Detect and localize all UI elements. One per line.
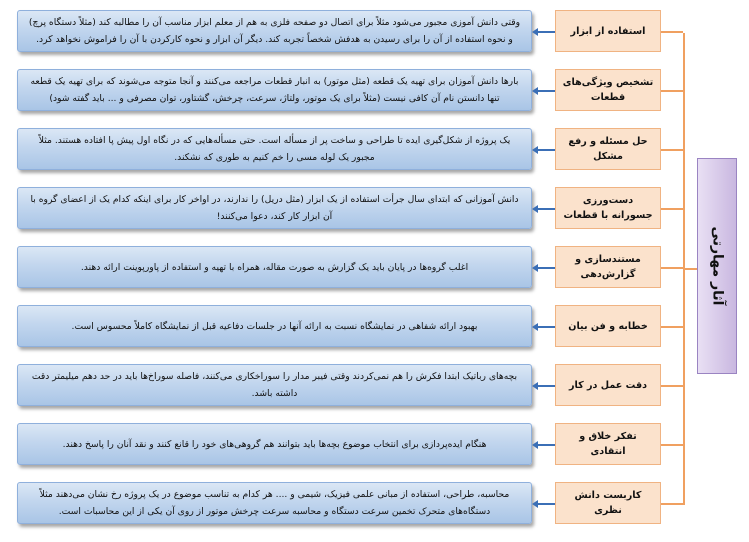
skill-label-box (555, 482, 661, 524)
skill-label-box (555, 246, 661, 288)
arrow-left-icon (532, 146, 538, 154)
arrow-left-icon (532, 28, 538, 36)
skill-label-box (555, 10, 661, 52)
description-text: هنگام ایده‌پردازی برای انتخاب موضوع بچه‌ها باید بتوانند هم گروهی‌های خود را قانع کنند و نقد آنان را پاسخ دهند. (62, 438, 487, 450)
skill-label: تفکر خلاق و انتقادی (579, 431, 637, 457)
connector-line (661, 267, 683, 269)
description-box (17, 305, 532, 347)
row-creative-thinking (0, 421, 749, 469)
description-text: اغلب گروه‌ها در پایان باید یک گزارش به صورت مقاله، همراه با تهیه و استفاده از پاورپوینت ارائه دهند. (80, 261, 469, 273)
connector-line (661, 90, 683, 92)
description-box (17, 482, 532, 524)
arrow-line (537, 326, 555, 328)
skill-label: دقت عمل در کار (568, 379, 648, 391)
row-tool-usage (0, 8, 749, 56)
row-part-features (0, 67, 749, 115)
description-box (17, 187, 532, 229)
arrow-line (537, 208, 555, 210)
connector-line (661, 385, 683, 387)
arrow-left-icon (532, 205, 538, 213)
connector-line (661, 503, 683, 505)
description-text: بارها دانش آموزان برای تهیه یک قطعه (مثل موتور) به انبار قطعات مراجعه می‌کنند و آنجا متوجه می‌شوند که برای تهیه یک قطعه تنها دانستن نام آن کافی نیست (مثلاً برای یک موتور، ولتاژ، سرعت، چرخش، گشتاور، توان مصرفی و ... باید گفته شود) (30, 76, 519, 104)
description-text: بچه‌های رباتیک ابتدا فکرش را هم نمی‌کردند وقتی فیبر مدار را سوراخکاری می‌کنند، فاصله سوراخ‌ها باید در حد دهم میلیمتر دقت داشته باشد. (31, 371, 518, 399)
connector-line (661, 31, 683, 33)
arrow-left-icon (532, 323, 538, 331)
arrow-line (537, 503, 555, 505)
description-text: بهبود ارائه شفاهی در نمایشگاه نسبت به ارائه آنها در جلسات دفاعیه قبل از نمایشگاه کاملاً محسوس است. (71, 320, 478, 332)
skill-label: دست‌ورزی جسورانه با قطعات (563, 195, 653, 221)
skill-label: کاربست دانش نظری (574, 490, 642, 516)
connector-line (661, 326, 683, 328)
description-text: محاسبه، طراحی، استفاده از مبانی علمی فیزیک، شیمی و .... هر کدام به تناسب موضوع در یک پروژه رخ نشان می‌دهند مثلاً دستگاه‌های متحرک تخمین سرعت دستگاه و محاسبه سرعت چرخش موتور از روی آن یکی از این محاسبات است. (39, 489, 510, 517)
description-box (17, 246, 532, 288)
skill-label-box (555, 423, 661, 465)
row-theory-application (0, 480, 749, 528)
skill-label: حل مسئله و رفع مشکل (568, 136, 648, 162)
arrow-line (537, 149, 555, 151)
skill-label: خطابه و فن بیان (568, 320, 648, 332)
arrow-line (537, 267, 555, 269)
connector-line (661, 444, 683, 446)
arrow-left-icon (532, 264, 538, 272)
arrow-left-icon (532, 500, 538, 508)
description-box (17, 423, 532, 465)
bracket-root-connector (683, 268, 697, 270)
description-text: یک پروژه از شکل‌گیری ایده تا طراحی و ساخت پر از مسأله است. حتی مسأله‌هایی که در نگاه اول پیش پا افتاده هستند. مثلاً مجبور یک لوله مسی را خم کنیم به طوری که نشکند. (38, 135, 511, 163)
arrow-left-icon (532, 382, 538, 390)
arrow-line (537, 90, 555, 92)
row-public-speaking (0, 303, 749, 351)
root-title: آثار مهارتی (709, 226, 725, 306)
skill-label-box (555, 187, 661, 229)
arrow-line (537, 444, 555, 446)
arrow-line (537, 31, 555, 33)
description-text: دانش آموزانی که ابتدای سال جرأت استفاده از یک ابزار (مثل دریل) را ندارند، در اواخر کار برای اینکه کدام یک از اعضای گروه با آن ابزار کار کند، دعوا می‌کنند! (30, 194, 519, 222)
skill-label-box (555, 128, 661, 170)
skill-label: استفاده از ابزار (570, 25, 646, 37)
skill-label-box (555, 69, 661, 111)
description-box (17, 128, 532, 170)
connector-line (661, 208, 683, 210)
description-box (17, 10, 532, 52)
row-problem-solving (0, 126, 749, 174)
row-bold-handling (0, 185, 749, 233)
skill-label-box (555, 364, 661, 406)
skill-label-box (555, 305, 661, 347)
skill-label: تشخیص ویژگی‌های قطعات (562, 77, 654, 103)
arrow-left-icon (532, 87, 538, 95)
row-precision (0, 362, 749, 410)
skill-label: مستندسازی و گزارش‌دهی (575, 254, 641, 280)
row-documentation (0, 244, 749, 292)
description-box (17, 69, 532, 111)
root-node (697, 158, 737, 374)
connector-line (661, 149, 683, 151)
description-text: وقتی دانش آموزی مجبور می‌شود مثلاً برای اتصال دو صفحه فلزی به هم از معلم ابزار مناسب آن را مطالبه کند (مثلاً دستگاه پرچ) و نحوه استفاده از آن را برای رسیدن به هدفش شخصاً تجربه کند. دیگر آن ابزار و نحوه کارکردن با آن را فراموش نخواهد کرد. (28, 17, 521, 45)
description-box (17, 364, 532, 406)
arrow-line (537, 385, 555, 387)
arrow-left-icon (532, 441, 538, 449)
